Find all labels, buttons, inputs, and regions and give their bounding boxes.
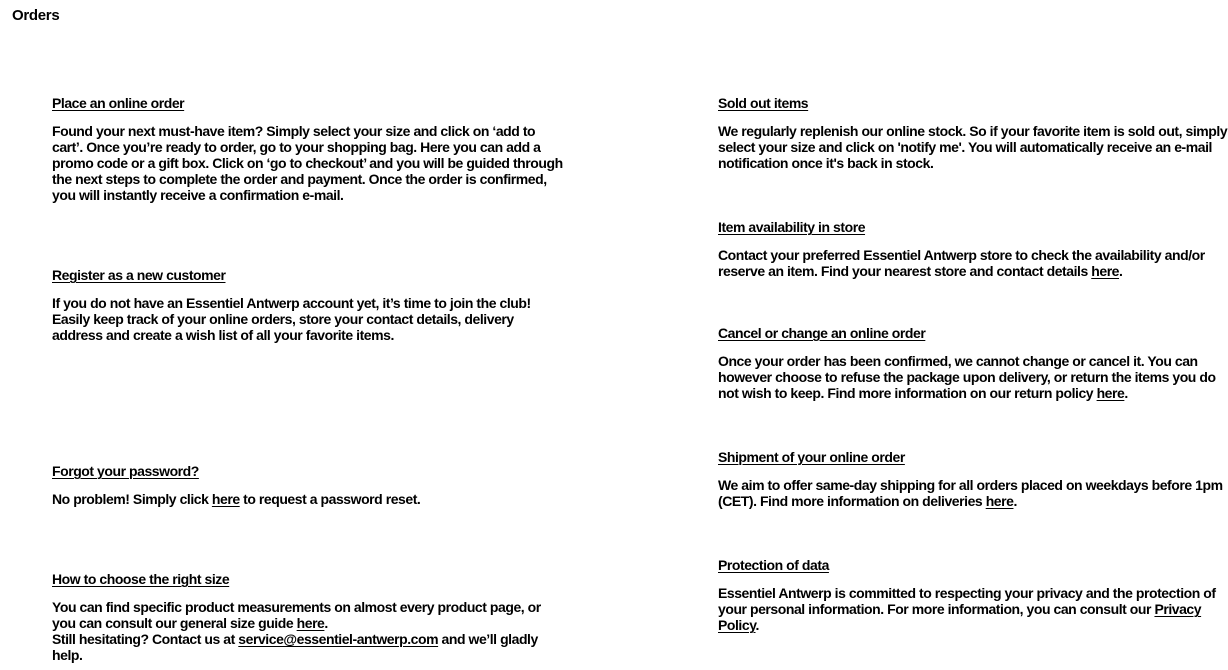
- cancel-change-heading[interactable]: Cancel or change an online order: [718, 325, 926, 341]
- place-order-text: [52, 123, 564, 203]
- data-protection-heading[interactable]: Protection of data: [718, 557, 829, 573]
- availability-heading[interactable]: Item availability in store: [718, 219, 866, 235]
- right-size-text: [52, 599, 564, 663]
- shipment-text: [718, 477, 1228, 509]
- right-size-line1-after: .: [324, 615, 328, 631]
- shipment-text-after: .: [1013, 493, 1017, 509]
- forgot-password-heading[interactable]: Forgot your password?: [52, 463, 199, 479]
- place-order-body: Found your next must-have item? Simply select your size and click on ‘add to cart’. Once you’re ready to order, go to your shopping bag. Here you can add a promo code or a gift box. Click on ‘go to checkout’ and you will be guided through the next steps to complete the order and payment. Once the order is confirmed, you will instantly receive a confirmation e-mail.: [52, 123, 563, 203]
- place-order-heading[interactable]: Place an online order: [52, 95, 185, 111]
- store-locator-link[interactable]: here: [1091, 263, 1120, 279]
- forgot-password-text-before: No problem! Simply click: [52, 491, 212, 507]
- password-reset-link[interactable]: here: [211, 491, 240, 507]
- faq-item-cancel-change: [718, 324, 1228, 401]
- forgot-password-text-after: to request a password reset.: [239, 491, 421, 507]
- page-title: Orders: [12, 7, 60, 24]
- faq-item-shipment: [718, 448, 1228, 509]
- forgot-password-text: [52, 491, 564, 507]
- availability-text: [718, 247, 1228, 279]
- availability-text-before: Contact your preferred Essentiel Antwerp store to check the availability and/or reserve an item. Find your nearest store and contact details: [718, 247, 1205, 279]
- faq-item-availability: [718, 218, 1228, 279]
- right-size-line2-after: and we’ll gladly help.: [52, 631, 538, 663]
- faq-item-place-order: [52, 94, 564, 203]
- faq-item-right-size: [52, 570, 564, 663]
- sold-out-body: We regularly replenish our online stock. So if your favorite item is sold out, simply select your size and click on 'notify me'. You will automatically receive an e-mail notification once it's back in stock.: [718, 123, 1228, 171]
- data-protection-text: [718, 585, 1228, 633]
- sold-out-heading[interactable]: Sold out items: [718, 95, 809, 111]
- data-protection-text-before: Essentiel Antwerp is committed to respecting your privacy and the protection of your personal information. For more information, you can consult our: [718, 585, 1216, 617]
- faq-item-data-protection: [718, 556, 1228, 633]
- right-size-heading[interactable]: How to choose the right size: [52, 571, 230, 587]
- shipment-heading[interactable]: Shipment of your online order: [718, 449, 905, 465]
- service-email-link[interactable]: service@essentiel-antwerp.com: [238, 631, 439, 647]
- return-policy-link[interactable]: here: [1096, 385, 1125, 401]
- register-body: If you do not have an Essentiel Antwerp account yet, it’s time to join the club! Easily keep track of your online orders, store your contact details, delivery address and create a wish list of all your favorite items.: [52, 295, 531, 343]
- right-size-line2-before: Still hesitating? Contact us at: [52, 631, 239, 647]
- cancel-change-text: [718, 353, 1228, 401]
- size-guide-link[interactable]: here: [296, 615, 325, 631]
- right-size-line1-before: You can find specific product measurements on almost every product page, or you can consult our general size guide: [52, 599, 541, 631]
- register-text: [52, 295, 564, 343]
- faq-item-sold-out: [718, 94, 1228, 171]
- deliveries-link[interactable]: here: [985, 493, 1014, 509]
- sold-out-text: [718, 123, 1228, 171]
- cancel-change-text-after: .: [1124, 385, 1128, 401]
- faq-item-register: [52, 266, 564, 343]
- register-heading[interactable]: Register as a new customer: [52, 267, 226, 283]
- availability-text-after: .: [1119, 263, 1123, 279]
- cancel-change-text-before: Once your order has been confirmed, we cannot change or cancel it. You can however choose to refuse the package upon delivery, or return the items you do not wish to keep. Find more information on our return policy: [718, 353, 1216, 401]
- privacy-policy-link[interactable]: Privacy Policy: [718, 601, 1202, 633]
- faq-item-forgot-password: [52, 462, 564, 507]
- data-protection-text-after: .: [755, 617, 759, 633]
- shipment-text-before: We aim to offer same-day shipping for all orders placed on weekdays before 1pm (CET). Find more information on deliveries: [718, 477, 1223, 509]
